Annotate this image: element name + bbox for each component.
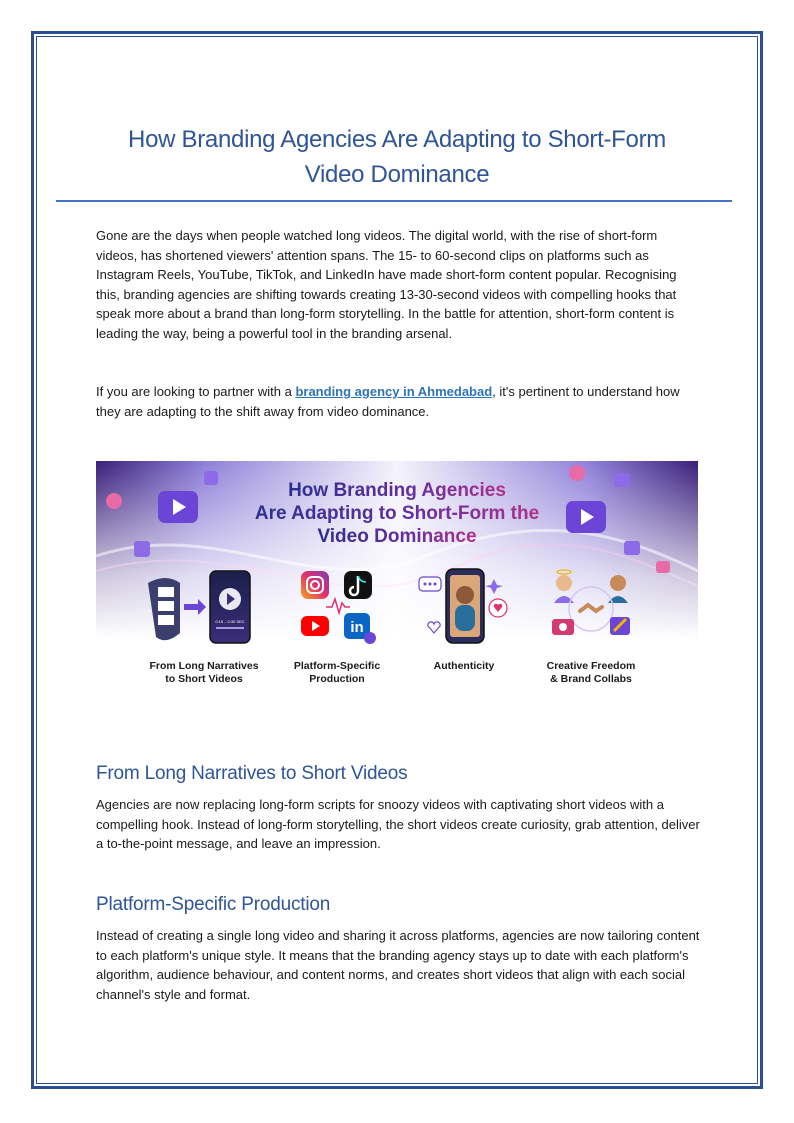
instagram-icon [301, 571, 329, 599]
title-divider [56, 200, 732, 202]
phone-time-label: 0:15 – 0:30 SEC [215, 619, 245, 624]
banner-title-line3: Video Dominance [317, 526, 477, 547]
intro-paragraph: Gone are the days when people watched long videos. The digital world, with the rise of short-form videos, has shortened viewers' attention spans. The 15- to 60-second clips on platforms such as Instagram Reels, YouTube, TikTok, and LinkedIn have made short-form content popular. Recognising this, branding agencies are shifting towards creating 13-30-second videos with compelling hooks that speak more about a brand than long-form storytelling. In the battle for attention, short-form content is leading the way, being a powerful tool in the branding arsenal. [96, 228, 677, 341]
floating-play-icon-right [566, 501, 606, 533]
banner-title-line1: How Branding Agencies [288, 480, 506, 501]
caption-1-line2: to Short Videos [165, 673, 243, 685]
partner-paragraph [96, 382, 702, 421]
floating-play-icon-left [158, 491, 198, 523]
caption-2-line1: Platform-Specific [293, 660, 381, 672]
caption-4-line2: & Brand Collabs [550, 673, 632, 685]
section-heading-platform-production: Platform-Specific Production [96, 894, 331, 915]
caption-2-line2: Production [309, 673, 365, 685]
section-body-short-videos: Agencies are now replacing long-form scripts for snoozy videos with captivating short videos with a compelling hook. Instead of long-form storytelling, the short videos create curiosity, grab attention, deliver a to-the-point message, and leave an impression. [96, 797, 700, 852]
branding-agency-link[interactable]: branding agency in Ahmedabad [295, 384, 493, 399]
banner-title-line2: Are Adapting to Short-Form the [254, 503, 540, 524]
banner-image [96, 461, 698, 716]
page-title: How Branding Agencies Are Adapting to Short-Form Video Dominance [128, 126, 666, 188]
section-body-platform-production: Instead of creating a single long video and sharing it across platforms, agencies are now tailoring content to each platform's unique style. It means that the branding agency stays up to date with each platform's algorithm, audience behaviour, and content norms, and creates short videos that align with each social channel's style and format. [96, 928, 700, 1002]
svg-text:in: in [350, 619, 364, 636]
partner-text-before: If you are looking to partner with a [96, 384, 296, 399]
section-heading-short-videos: From Long Narratives to Short Videos [96, 763, 408, 784]
caption-4-line1: Creative Freedom [546, 660, 636, 672]
partner-text-after: , it's pertinent to understand how they are adapting to the shift away from video dominance. [96, 384, 680, 419]
caption-1-line1: From Long Narratives [149, 660, 259, 672]
caption-3-line1: Authenticity [433, 660, 495, 672]
